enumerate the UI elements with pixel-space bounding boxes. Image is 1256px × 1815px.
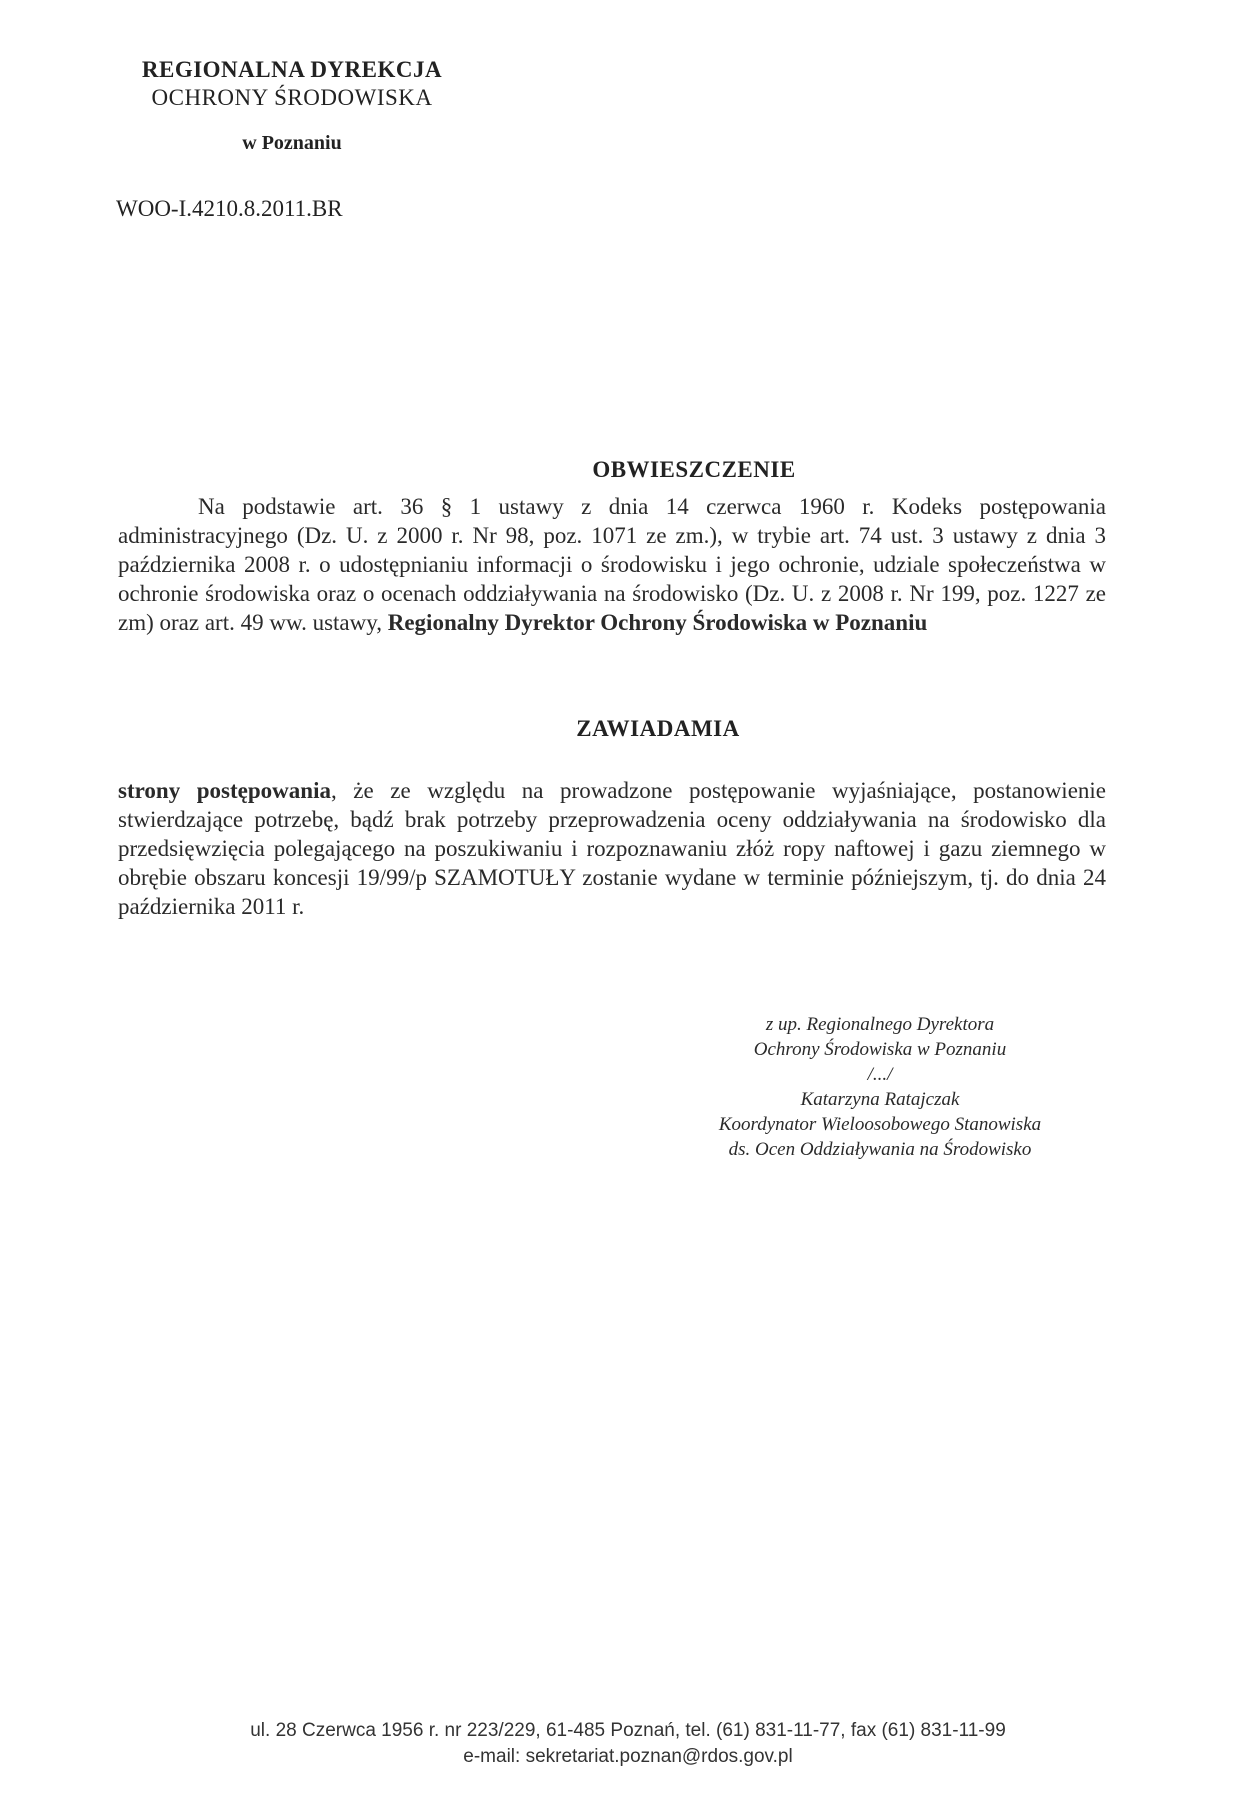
document-title [0,457,1256,483]
paragraph-legal-basis [118,492,1106,637]
paragraph-notice-text: , że ze względu na prowadzone postępowanie wyjaśniające, postanowienie stwierdzające potrzebę, bądź brak potrzeby przeprowadzenia oceny oddziaływania na środowisko dla przedsięwzięcia polegającego na poszukiwaniu i rozpoznawaniu złóż ropy naftowej i gazu ziemnego w obrębie obszaru koncesji 19/99/p SZAMOTUŁY zostanie wydane w terminie późniejszym, tj. do dnia 24 października 2011 r. [118,778,1107,919]
org-name-line1: REGIONALNA DYREKCJA [141,57,443,82]
signature-position: Koordynator Wieloosobowego Stanowiska [718,1114,1042,1135]
footer [0,1718,1256,1770]
footer-email: e-mail: sekretariat.poznan@rdos.gov.pl [463,1746,793,1767]
document-subtitle-text: ZAWIADAMIA [576,716,740,741]
signature-line: /.../ [867,1064,893,1085]
signature-line: Ochrony Środowiska w Poznaniu [753,1039,1007,1060]
paragraph-legal-basis-text: Na podstawie art. 36 § 1 ustawy z dnia 14 czerwca 1960 r. Kodeks postępowania administracyjnego (Dz. U. z 2000 r. Nr 98, poz. 1071 ze zm.), w trybie art. 74 ust. 3 ustawy z dnia 3 października 2008 r. o udostępnianiu informacji o środowisku i jego ochronie, udziale społeczeństwa w ochronie środowiska oraz o ocenach oddziaływania na środowisko (Dz. U. z 2008 r. Nr 199, poz. 1227 ze zm) oraz art. 49 ww. ustawy, [118,494,1106,635]
paragraph-notice [118,776,1106,921]
signature-position: ds. Ocen Oddziaływania na Środowisko [728,1139,1032,1160]
signature-block [670,1012,1090,1162]
footer-address: ul. 28 Czerwca 1956 r. nr 223/229, 61-485 Poznań, tel. (61) 831-11-77, fax (61) 831-11-99 [250,1720,1006,1741]
paragraph-notice-parties: strony postępowania [118,778,331,803]
paragraph-legal-basis-authority: Regionalny Dyrektor Ochrony Środowiska w Poznaniu [387,610,928,635]
letterhead [112,56,472,155]
reference-number: WOO-I.4210.8.2011.BR [116,196,343,221]
signature-name: Katarzyna Ratajczak [800,1089,960,1110]
document-subtitle [0,716,1256,742]
org-name-line2: OCHRONY ŚRODOWISKA [151,85,433,110]
document-title-text: OBWIESZCZENIE [592,457,796,482]
signature-line: z up. Regionalnego Dyrektora [765,1014,995,1035]
org-city: w Poznaniu [242,132,342,154]
